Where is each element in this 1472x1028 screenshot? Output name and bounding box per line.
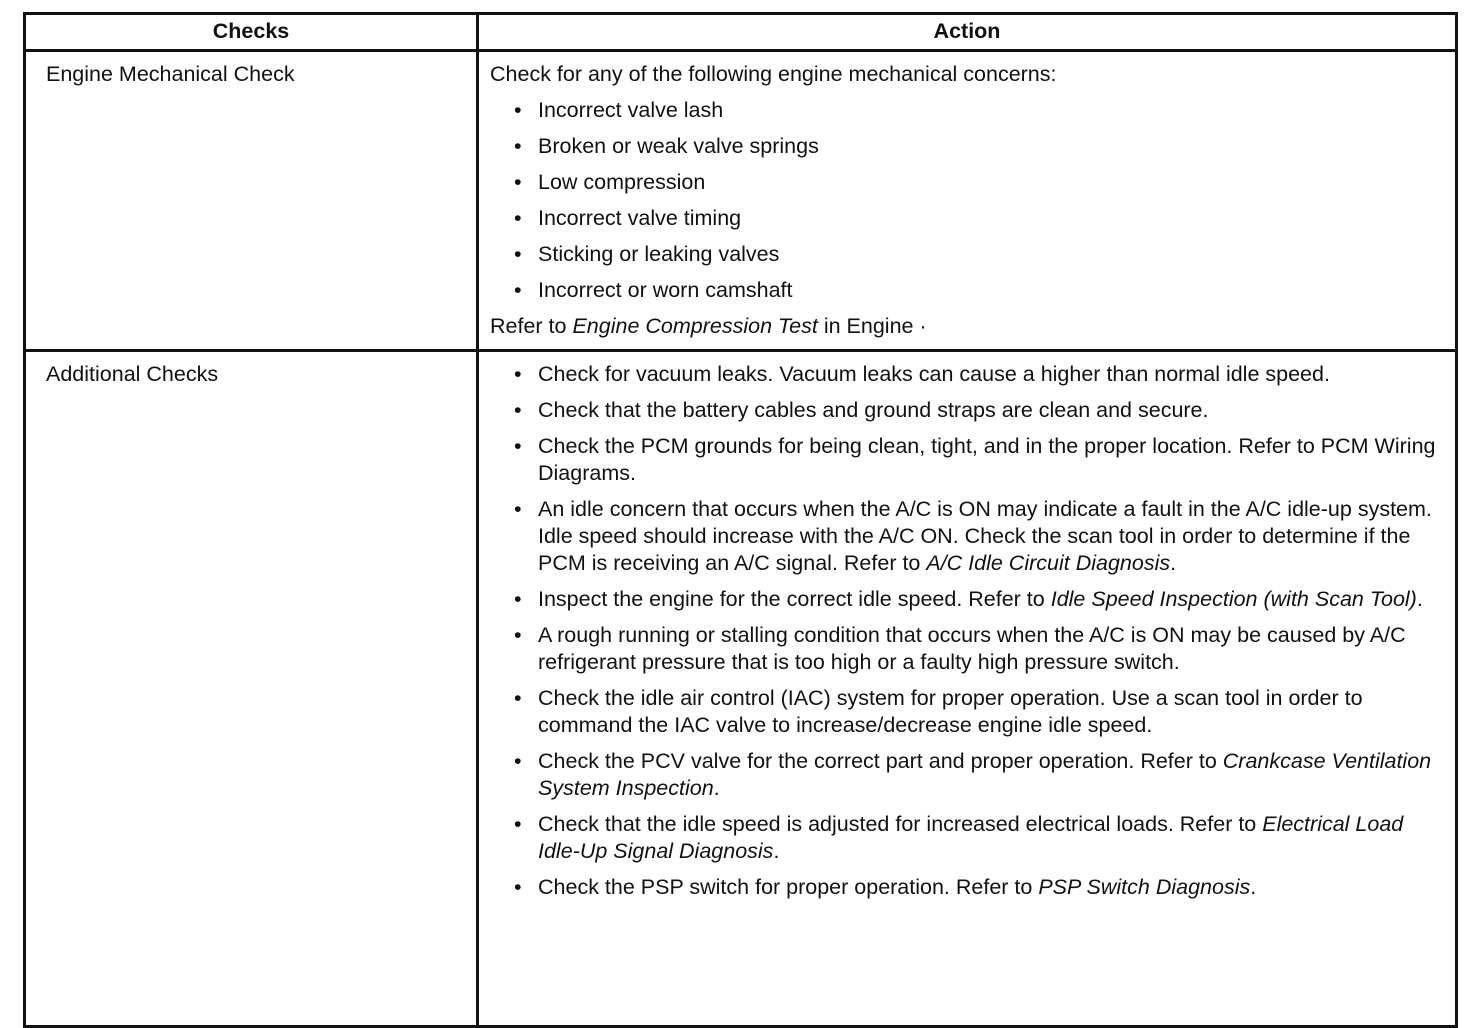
action-intro: Check for any of the following engine mechanical concerns:	[490, 62, 1057, 86]
bullet-icon: •	[514, 875, 522, 899]
bullet-icon: •	[514, 362, 522, 386]
bullet-icon: •	[514, 134, 522, 158]
list-item-text: Broken or weak valve springs	[538, 134, 819, 158]
action-cell	[478, 351, 1457, 1027]
list-item	[512, 622, 1437, 676]
refer-link: Engine Compression Test	[572, 314, 818, 338]
list-item-text: Check that the idle speed is adjusted for increased electrical loads. Refer to	[538, 812, 1263, 836]
action-cell	[478, 51, 1457, 351]
list-item-text: Inspect the engine for the correct idle speed. Refer to	[538, 587, 1051, 611]
bullet-icon: •	[514, 623, 522, 647]
list-item-text: Check that the battery cables and ground straps are clean and secure.	[538, 398, 1209, 422]
checks-header: Checks	[25, 14, 478, 51]
list-item	[512, 277, 1437, 304]
list-item	[512, 241, 1437, 268]
bullet-icon: •	[514, 242, 522, 266]
bullet-icon: •	[514, 686, 522, 710]
header-row	[25, 14, 1457, 51]
list-item	[512, 169, 1437, 196]
list-item	[512, 685, 1437, 739]
refer-prefix: Refer to	[490, 314, 573, 338]
bullet-icon: •	[514, 587, 522, 611]
list-item	[512, 205, 1437, 232]
additional-check-list	[490, 361, 1437, 901]
list-item-suffix: .	[1416, 587, 1423, 611]
list-item-text: Check the idle air control (IAC) system for proper operation. Use a scan tool in order to command the IAC valve to increase/decrease engine idle speed.	[538, 686, 1363, 737]
list-item-text: Check the PCM grounds for being clean, tight, and in the proper location. Refer to PCM Wiring Diagrams.	[538, 434, 1436, 485]
list-item-text: A rough running or stalling condition that occurs when the A/C is ON may be caused by A/C refrigerant pressure that is too high or a faulty high pressure switch.	[538, 623, 1406, 674]
bullet-icon: •	[514, 170, 522, 194]
refer-line	[490, 313, 1437, 340]
list-item-text: Incorrect or worn camshaft	[538, 278, 793, 302]
bullet-icon: •	[514, 749, 522, 773]
list-item	[512, 397, 1437, 424]
list-item-text: Incorrect valve lash	[538, 98, 724, 122]
list-item-suffix: .	[713, 776, 720, 800]
list-item-text: An idle concern that occurs when the A/C is ON may indicate a fault in the A/C idle-up system. Idle speed should increase with the A/C ON. Check the scan tool in order to determine if the PCM is receiving an A/C signal. Refer to	[538, 497, 1432, 575]
bullet-icon: •	[514, 497, 522, 521]
check-cell: Engine Mechanical Check	[25, 51, 478, 351]
list-item	[512, 811, 1437, 865]
list-item-text: Sticking or leaking valves	[538, 242, 780, 266]
list-item-ref: Electrical Load Idle-Up Signal Diagnosis	[538, 812, 1404, 863]
bullet-icon: •	[514, 98, 522, 122]
list-item-ref: PSP Switch Diagnosis	[1038, 875, 1251, 899]
list-item-suffix: .	[1250, 875, 1257, 899]
bullet-icon: •	[514, 434, 522, 458]
list-item-text: Check the PSP switch for proper operation. Refer to	[538, 875, 1039, 899]
list-item-suffix: .	[773, 839, 780, 863]
checks-action-table	[23, 12, 1458, 1028]
list-item	[512, 874, 1437, 901]
list-item	[512, 748, 1437, 802]
table-row	[25, 51, 1457, 351]
list-item-text: Low compression	[538, 170, 706, 194]
list-item-text: Check for vacuum leaks. Vacuum leaks can cause a higher than normal idle speed.	[538, 362, 1330, 386]
table-row	[25, 351, 1457, 1027]
list-item-suffix: .	[1170, 551, 1177, 575]
list-item	[512, 496, 1437, 577]
list-item	[512, 433, 1437, 487]
list-item-text: Incorrect valve timing	[538, 206, 742, 230]
bullet-icon: •	[514, 206, 522, 230]
bullet-icon: •	[514, 398, 522, 422]
refer-suffix: in Engine ·	[817, 314, 927, 338]
list-item-ref: Crankcase Ventilation System Inspection	[538, 749, 1432, 800]
list-item-text: Check the PCV valve for the correct part and proper operation. Refer to	[538, 749, 1223, 773]
check-cell: Additional Checks	[25, 351, 478, 1027]
concern-list	[490, 97, 1437, 304]
list-item	[512, 586, 1437, 613]
list-item	[512, 97, 1437, 124]
list-item	[512, 361, 1437, 388]
list-item-ref: Idle Speed Inspection (with Scan Tool)	[1050, 587, 1417, 611]
list-item	[512, 133, 1437, 160]
bullet-icon: •	[514, 278, 522, 302]
list-item-ref: A/C Idle Circuit Diagnosis	[926, 551, 1171, 575]
action-header: Action	[478, 14, 1457, 51]
bullet-icon: •	[514, 812, 522, 836]
